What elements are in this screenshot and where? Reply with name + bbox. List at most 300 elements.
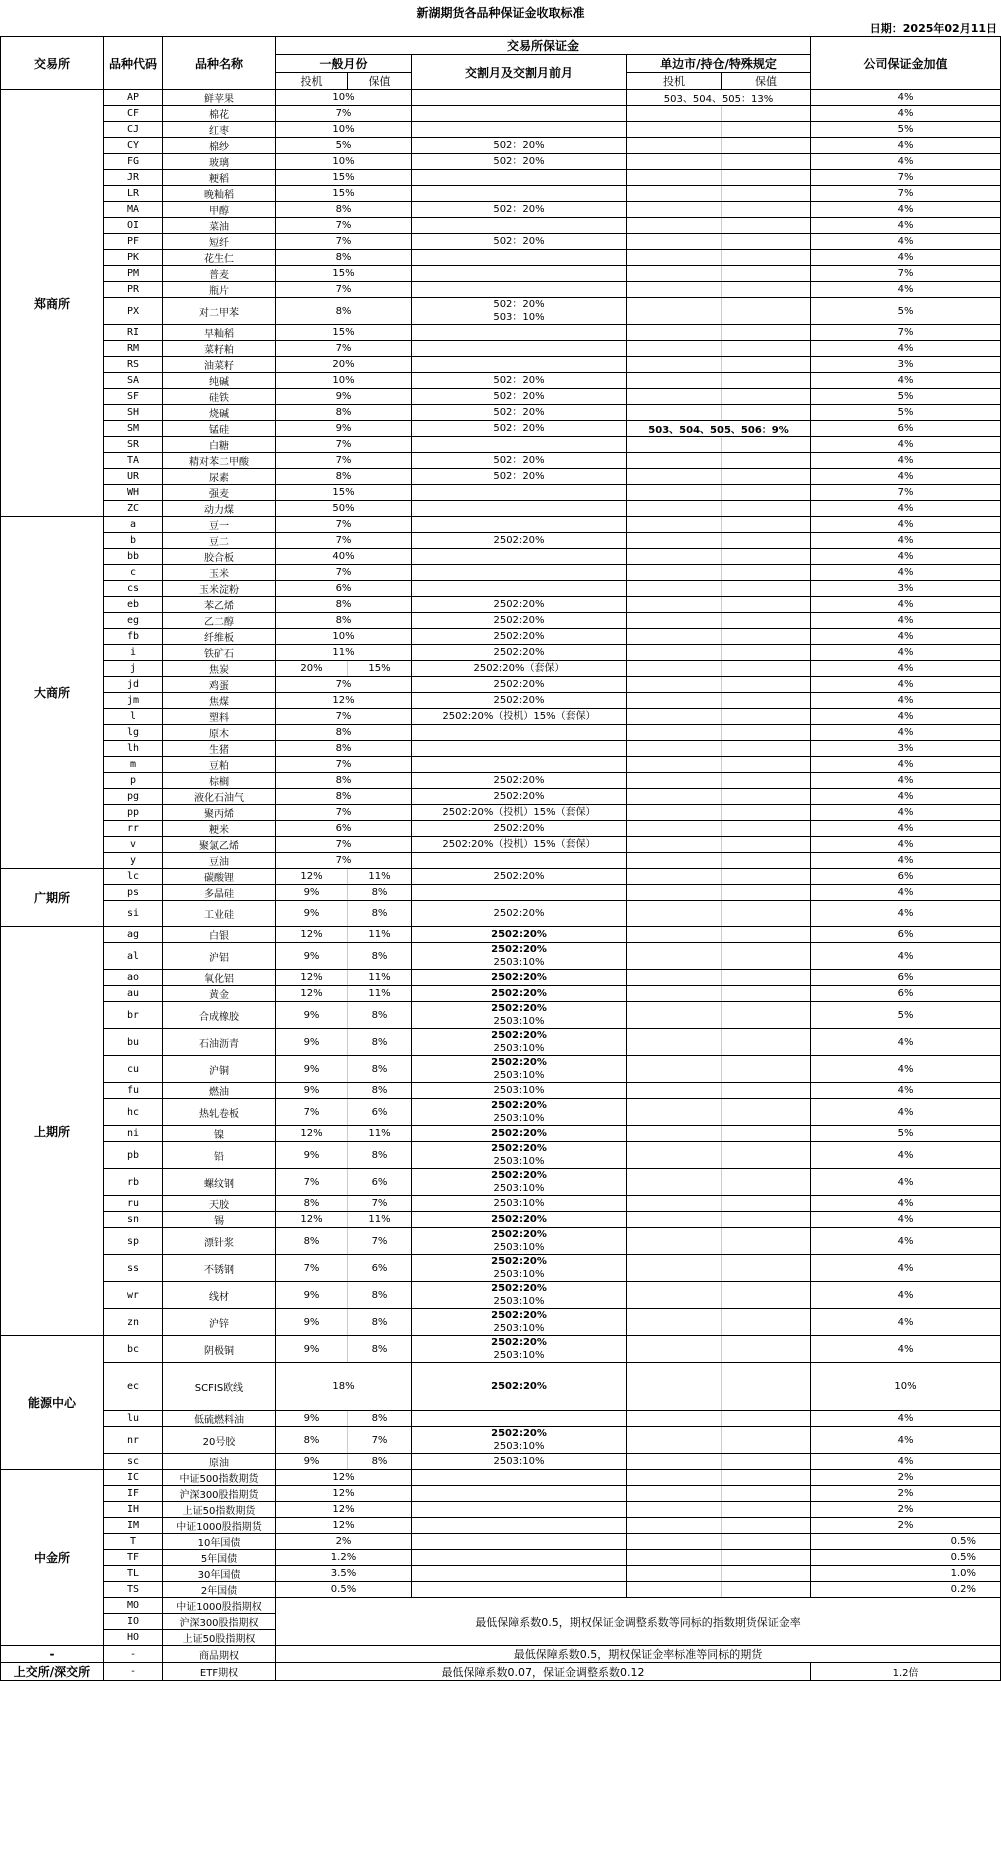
special-spec-cell (627, 1363, 722, 1411)
special-cell: 503、504、505：13% (627, 90, 811, 106)
table-row (1, 154, 1001, 170)
code-cell: RI (104, 325, 163, 341)
general-spec-cell: 12% (276, 1126, 348, 1142)
general-cell: 8% (276, 298, 412, 325)
delivery-cell (412, 218, 627, 234)
general-cell: 7% (276, 757, 412, 773)
special-hedge-cell (722, 453, 811, 469)
code-cell: m (104, 757, 163, 773)
special-hedge-cell (722, 1282, 811, 1309)
code-cell: wr (104, 1282, 163, 1309)
add-cell: 4% (811, 1029, 1001, 1056)
special-spec-cell (627, 805, 722, 821)
name-cell: 玉米淀粉 (163, 581, 276, 597)
special-spec-cell (627, 1282, 722, 1309)
delivery-cell-line: 2502:20% (493, 679, 545, 690)
delivery-cell-line: 2503:10% (493, 1113, 545, 1124)
code-cell: bc (104, 1336, 163, 1363)
table-row (1, 1518, 1001, 1534)
general-hedge-cell: 7% (348, 1196, 412, 1212)
general-cell: 12% (276, 1486, 412, 1502)
special-spec-cell (627, 202, 722, 218)
name-cell: 沪铜 (163, 1056, 276, 1083)
delivery-cell (412, 325, 627, 341)
special-hedge-cell (722, 805, 811, 821)
special-spec-cell (627, 234, 722, 250)
special-hedge-cell (722, 405, 811, 421)
special-spec-cell (627, 1029, 722, 1056)
general-cell: 18% (276, 1363, 412, 1411)
delivery-cell (412, 485, 627, 501)
table-row (1, 693, 1001, 709)
delivery-cell (412, 1056, 627, 1083)
general-cell: 3.5% (276, 1566, 412, 1582)
special-spec-cell (627, 282, 722, 298)
code-cell: b (104, 533, 163, 549)
general-cell: 15% (276, 186, 412, 202)
special-spec-cell (627, 1411, 722, 1427)
add-cell: 5% (811, 389, 1001, 405)
add-cell: 4% (811, 1099, 1001, 1126)
table-row (1, 970, 1001, 986)
delivery-cell-line: 2503:10% (493, 1156, 545, 1167)
add-cell: 7% (811, 186, 1001, 202)
table-row (1, 1663, 1001, 1681)
general-spec-cell: 8% (276, 1228, 348, 1255)
table-row (1, 1427, 1001, 1454)
table-row (1, 661, 1001, 677)
add-cell: 5% (811, 405, 1001, 421)
name-cell: 烧碱 (163, 405, 276, 421)
name-cell: 镍 (163, 1126, 276, 1142)
delivery-cell (412, 282, 627, 298)
special-hedge-cell (722, 485, 811, 501)
general-spec-cell: 9% (276, 1411, 348, 1427)
code-cell: WH (104, 485, 163, 501)
special-spec-cell (627, 1566, 722, 1582)
name-cell: 玉米 (163, 565, 276, 581)
general-cell: 8% (276, 789, 412, 805)
code-cell: c (104, 565, 163, 581)
general-spec-cell: 9% (276, 1282, 348, 1309)
table-row (1, 90, 1001, 106)
general-cell: 7% (276, 709, 412, 725)
special-hedge-cell (722, 1550, 811, 1566)
name-cell: 2年国债 (163, 1582, 276, 1598)
special-hedge-cell (722, 1582, 811, 1598)
delivery-cell-line: 2502:20% (491, 1100, 547, 1111)
delivery-cell (412, 629, 627, 645)
table-row (1, 1502, 1001, 1518)
code-cell: SM (104, 421, 163, 437)
name-cell: 多晶硅 (163, 885, 276, 901)
delivery-cell-line: 2503:10% (493, 1085, 545, 1096)
general-cell: 10% (276, 373, 412, 389)
code-cell: SR (104, 437, 163, 453)
name-cell: 鸡蛋 (163, 677, 276, 693)
add-cell: 10% (811, 1363, 1001, 1411)
header-general-hedge: 保值 (348, 73, 412, 90)
special-spec-cell (627, 1002, 722, 1029)
delivery-cell-line: 2502:20% (491, 1128, 547, 1139)
table-row (1, 1582, 1001, 1598)
code-cell: IM (104, 1518, 163, 1534)
table-row (1, 341, 1001, 357)
delivery-cell (412, 298, 627, 325)
code-cell: bb (104, 549, 163, 565)
special-hedge-cell (722, 943, 811, 970)
special-hedge-cell (722, 1099, 811, 1126)
name-cell: 10年国债 (163, 1534, 276, 1550)
special-hedge-cell (722, 234, 811, 250)
special-hedge-cell (722, 901, 811, 927)
table-row (1, 1454, 1001, 1470)
delivery-cell-line: 502：20% (493, 204, 545, 215)
general-hedge-cell: 11% (348, 1126, 412, 1142)
code-cell: al (104, 943, 163, 970)
add-cell: 5% (811, 1002, 1001, 1029)
special-hedge-cell (722, 1029, 811, 1056)
table-row (1, 821, 1001, 837)
general-spec-cell: 9% (276, 943, 348, 970)
special-spec-cell (627, 501, 722, 517)
delivery-cell-line: 2502:20% (491, 1229, 547, 1240)
delivery-cell-line: 2502:20% (491, 1170, 547, 1181)
code-cell: PR (104, 282, 163, 298)
special-spec-cell (627, 298, 722, 325)
add-cell: 4% (811, 1083, 1001, 1099)
margin-table (0, 36, 1001, 1681)
special-spec-cell (627, 549, 722, 565)
name-cell: 热轧卷板 (163, 1099, 276, 1126)
general-hedge-cell: 8% (348, 1282, 412, 1309)
delivery-cell (412, 405, 627, 421)
table-row (1, 986, 1001, 1002)
code-cell: lu (104, 1411, 163, 1427)
special-spec-cell (627, 485, 722, 501)
delivery-cell (412, 869, 627, 885)
add-cell: 3% (811, 357, 1001, 373)
delivery-cell (412, 970, 627, 986)
general-cell: 10% (276, 629, 412, 645)
special-spec-cell (627, 325, 722, 341)
code-cell: ag (104, 927, 163, 943)
table-row (1, 1029, 1001, 1056)
table-row (1, 597, 1001, 613)
code-cell: bu (104, 1029, 163, 1056)
special-hedge-cell (722, 1470, 811, 1486)
name-cell: 沪深300股指期货 (163, 1486, 276, 1502)
delivery-cell-line: 2502:20% (491, 1143, 547, 1154)
general-spec-cell: 9% (276, 1309, 348, 1336)
special-hedge-cell (722, 1169, 811, 1196)
code-cell: ss (104, 1255, 163, 1282)
delivery-cell-line: 2502:20% (493, 871, 545, 882)
general-spec-cell: 9% (276, 1454, 348, 1470)
table-row (1, 1598, 1001, 1614)
name-cell: 菜籽粕 (163, 341, 276, 357)
special-spec-cell (627, 1169, 722, 1196)
special-spec-cell (627, 927, 722, 943)
name-cell: 锡 (163, 1212, 276, 1228)
name-cell: 对二甲苯 (163, 298, 276, 325)
special-hedge-cell (722, 154, 811, 170)
header-code: 品种代码 (104, 37, 163, 90)
add-cell: 2% (811, 1518, 1001, 1534)
add-cell: 4% (811, 661, 1001, 677)
general-cell: 10% (276, 154, 412, 170)
delivery-cell-line: 2502:20% (491, 1256, 547, 1267)
general-cell: 7% (276, 282, 412, 298)
code-cell: sn (104, 1212, 163, 1228)
delivery-cell (412, 1309, 627, 1336)
code-cell: PF (104, 234, 163, 250)
delivery-cell (412, 1029, 627, 1056)
add-cell: 4% (811, 693, 1001, 709)
table-row (1, 1566, 1001, 1582)
exchange-cell: 郑商所 (1, 90, 104, 517)
name-cell: 氧化铝 (163, 970, 276, 986)
general-spec-cell: 20% (276, 661, 348, 677)
code-cell: cs (104, 581, 163, 597)
name-cell: 螺纹钢 (163, 1169, 276, 1196)
delivery-cell (412, 885, 627, 901)
delivery-cell (412, 613, 627, 629)
add-cell: 0.5% (811, 1534, 1001, 1550)
add-cell: 4% (811, 1255, 1001, 1282)
name-cell: 瓶片 (163, 282, 276, 298)
table-row (1, 266, 1001, 282)
delivery-cell-line: 2502:20% (493, 695, 545, 706)
code-cell: IO (104, 1614, 163, 1630)
delivery-cell-line: 2502:20%（投机）15%（套保） (442, 711, 596, 722)
table-row (1, 1411, 1001, 1427)
table-row (1, 202, 1001, 218)
delivery-cell-line: 2503:10% (493, 1016, 545, 1027)
general-cell: 7% (276, 234, 412, 250)
special-spec-cell (627, 218, 722, 234)
name-cell: 乙二醇 (163, 613, 276, 629)
delivery-cell (412, 1169, 627, 1196)
delivery-cell-line: 2502:20% (493, 647, 545, 658)
header-general-spec: 投机 (276, 73, 348, 90)
name-cell: 塑料 (163, 709, 276, 725)
table-row (1, 901, 1001, 927)
general-hedge-cell: 8% (348, 1309, 412, 1336)
special-hedge-cell (722, 437, 811, 453)
name-cell: 不锈钢 (163, 1255, 276, 1282)
code-cell: hc (104, 1099, 163, 1126)
name-cell: 油菜籽 (163, 357, 276, 373)
add-cell: 4% (811, 677, 1001, 693)
delivery-cell-line: 2502:20% (493, 615, 545, 626)
code-cell: sc (104, 1454, 163, 1470)
general-hedge-cell: 8% (348, 1411, 412, 1427)
general-cell: 40% (276, 549, 412, 565)
general-cell: 7% (276, 106, 412, 122)
delivery-cell-line: 2502:20% (491, 1428, 547, 1439)
special-spec-cell (627, 1502, 722, 1518)
general-spec-cell: 9% (276, 885, 348, 901)
special-spec-cell (627, 266, 722, 282)
special-hedge-cell (722, 1083, 811, 1099)
special-spec-cell (627, 341, 722, 357)
delivery-cell (412, 389, 627, 405)
name-cell: 苯乙烯 (163, 597, 276, 613)
general-cell: 0.5% (276, 1582, 412, 1598)
delivery-cell (412, 1566, 627, 1582)
special-hedge-cell (722, 597, 811, 613)
name-cell: 棉纱 (163, 138, 276, 154)
special-hedge-cell (722, 1411, 811, 1427)
code-cell: PX (104, 298, 163, 325)
delivery-cell (412, 437, 627, 453)
delivery-cell (412, 986, 627, 1002)
general-hedge-cell: 6% (348, 1099, 412, 1126)
name-cell: SCFIS欧线 (163, 1363, 276, 1411)
delivery-cell (412, 1411, 627, 1427)
general-hedge-cell: 8% (348, 901, 412, 927)
special-hedge-cell (722, 1427, 811, 1454)
special-spec-cell (627, 1427, 722, 1454)
table-row (1, 1550, 1001, 1566)
table-row (1, 1534, 1001, 1550)
header-special-spec: 投机 (627, 73, 722, 90)
table-row (1, 469, 1001, 485)
delivery-cell-line: 2502:20% (491, 1381, 547, 1392)
name-cell: 燃油 (163, 1083, 276, 1099)
name-cell: 豆粕 (163, 757, 276, 773)
name-cell: 上证50股指期权 (163, 1630, 276, 1646)
name-cell: 尿素 (163, 469, 276, 485)
special-spec-cell (627, 106, 722, 122)
special-hedge-cell (722, 1336, 811, 1363)
code-cell: ZC (104, 501, 163, 517)
delivery-cell (412, 927, 627, 943)
delivery-cell (412, 138, 627, 154)
general-cell: 50% (276, 501, 412, 517)
special-spec-cell (627, 757, 722, 773)
delivery-cell (412, 853, 627, 869)
special-hedge-cell (722, 821, 811, 837)
code-cell: ps (104, 885, 163, 901)
general-hedge-cell: 8% (348, 1336, 412, 1363)
table-row (1, 186, 1001, 202)
special-hedge-cell (722, 341, 811, 357)
table-row (1, 709, 1001, 725)
delivery-cell-line: 2502:20% (491, 929, 547, 940)
header-special-rule: 单边市/持仓/特殊规定 (627, 55, 811, 73)
add-cell: 4% (811, 725, 1001, 741)
special-spec-cell (627, 1142, 722, 1169)
special-spec-cell (627, 986, 722, 1002)
delivery-cell-line: 502：20% (493, 471, 545, 482)
add-cell: 4% (811, 1228, 1001, 1255)
add-cell: 4% (811, 533, 1001, 549)
special-hedge-cell (722, 202, 811, 218)
delivery-cell-line: 2503:10% (493, 957, 545, 968)
code-cell: SH (104, 405, 163, 421)
name-cell: 胶合板 (163, 549, 276, 565)
table-row (1, 789, 1001, 805)
general-hedge-cell: 8% (348, 1056, 412, 1083)
special-hedge-cell (722, 613, 811, 629)
delivery-cell-line: 2502:20% (493, 823, 545, 834)
general-cell: 11% (276, 645, 412, 661)
table-row (1, 517, 1001, 533)
table-row (1, 927, 1001, 943)
special-spec-cell (627, 597, 722, 613)
special-hedge-cell (722, 170, 811, 186)
name-cell: 动力煤 (163, 501, 276, 517)
delivery-cell-line: 502：20% (493, 156, 545, 167)
special-spec-cell (627, 1518, 722, 1534)
special-hedge-cell (722, 1212, 811, 1228)
name-cell: 30年国债 (163, 1566, 276, 1582)
code-cell: T (104, 1534, 163, 1550)
delivery-cell-line: 502：20% (493, 423, 545, 434)
general-cell: 7% (276, 677, 412, 693)
general-cell: 7% (276, 218, 412, 234)
general-spec-cell: 12% (276, 869, 348, 885)
delivery-cell (412, 1255, 627, 1282)
special-spec-cell (627, 565, 722, 581)
delivery-cell (412, 106, 627, 122)
delivery-cell (412, 1550, 627, 1566)
general-spec-cell: 12% (276, 927, 348, 943)
special-spec-cell (627, 373, 722, 389)
delivery-cell (412, 453, 627, 469)
add-cell: 4% (811, 1212, 1001, 1228)
special-hedge-cell (722, 661, 811, 677)
special-spec-cell (627, 1126, 722, 1142)
table-row (1, 725, 1001, 741)
special-spec-cell (627, 645, 722, 661)
add-cell: 4% (811, 373, 1001, 389)
special-spec-cell (627, 1582, 722, 1598)
delivery-cell (412, 789, 627, 805)
special-hedge-cell (722, 389, 811, 405)
special-hedge-cell (722, 869, 811, 885)
code-cell: si (104, 901, 163, 927)
code-cell: jm (104, 693, 163, 709)
code-cell: lc (104, 869, 163, 885)
general-hedge-cell: 8% (348, 943, 412, 970)
name-cell: 沪铝 (163, 943, 276, 970)
code-cell: y (104, 853, 163, 869)
general-hedge-cell: 6% (348, 1255, 412, 1282)
general-cell: 2% (276, 1534, 412, 1550)
delivery-cell-line: 2503:10% (493, 1350, 545, 1361)
delivery-cell-line: 502：20% (493, 407, 545, 418)
special-hedge-cell (722, 138, 811, 154)
name-cell: 沪深300股指期权 (163, 1614, 276, 1630)
general-cell: 9% (276, 389, 412, 405)
add-cell: 4% (811, 901, 1001, 927)
code-cell: IF (104, 1486, 163, 1502)
delivery-cell-line: 2502:20% (493, 908, 545, 919)
code-cell: zn (104, 1309, 163, 1336)
name-cell: 甲醇 (163, 202, 276, 218)
table-row (1, 629, 1001, 645)
special-spec-cell (627, 1196, 722, 1212)
special-hedge-cell (722, 709, 811, 725)
table-row (1, 1282, 1001, 1309)
delivery-cell (412, 773, 627, 789)
special-spec-cell (627, 789, 722, 805)
delivery-cell (412, 1470, 627, 1486)
exchange-cell: 大商所 (1, 517, 104, 869)
